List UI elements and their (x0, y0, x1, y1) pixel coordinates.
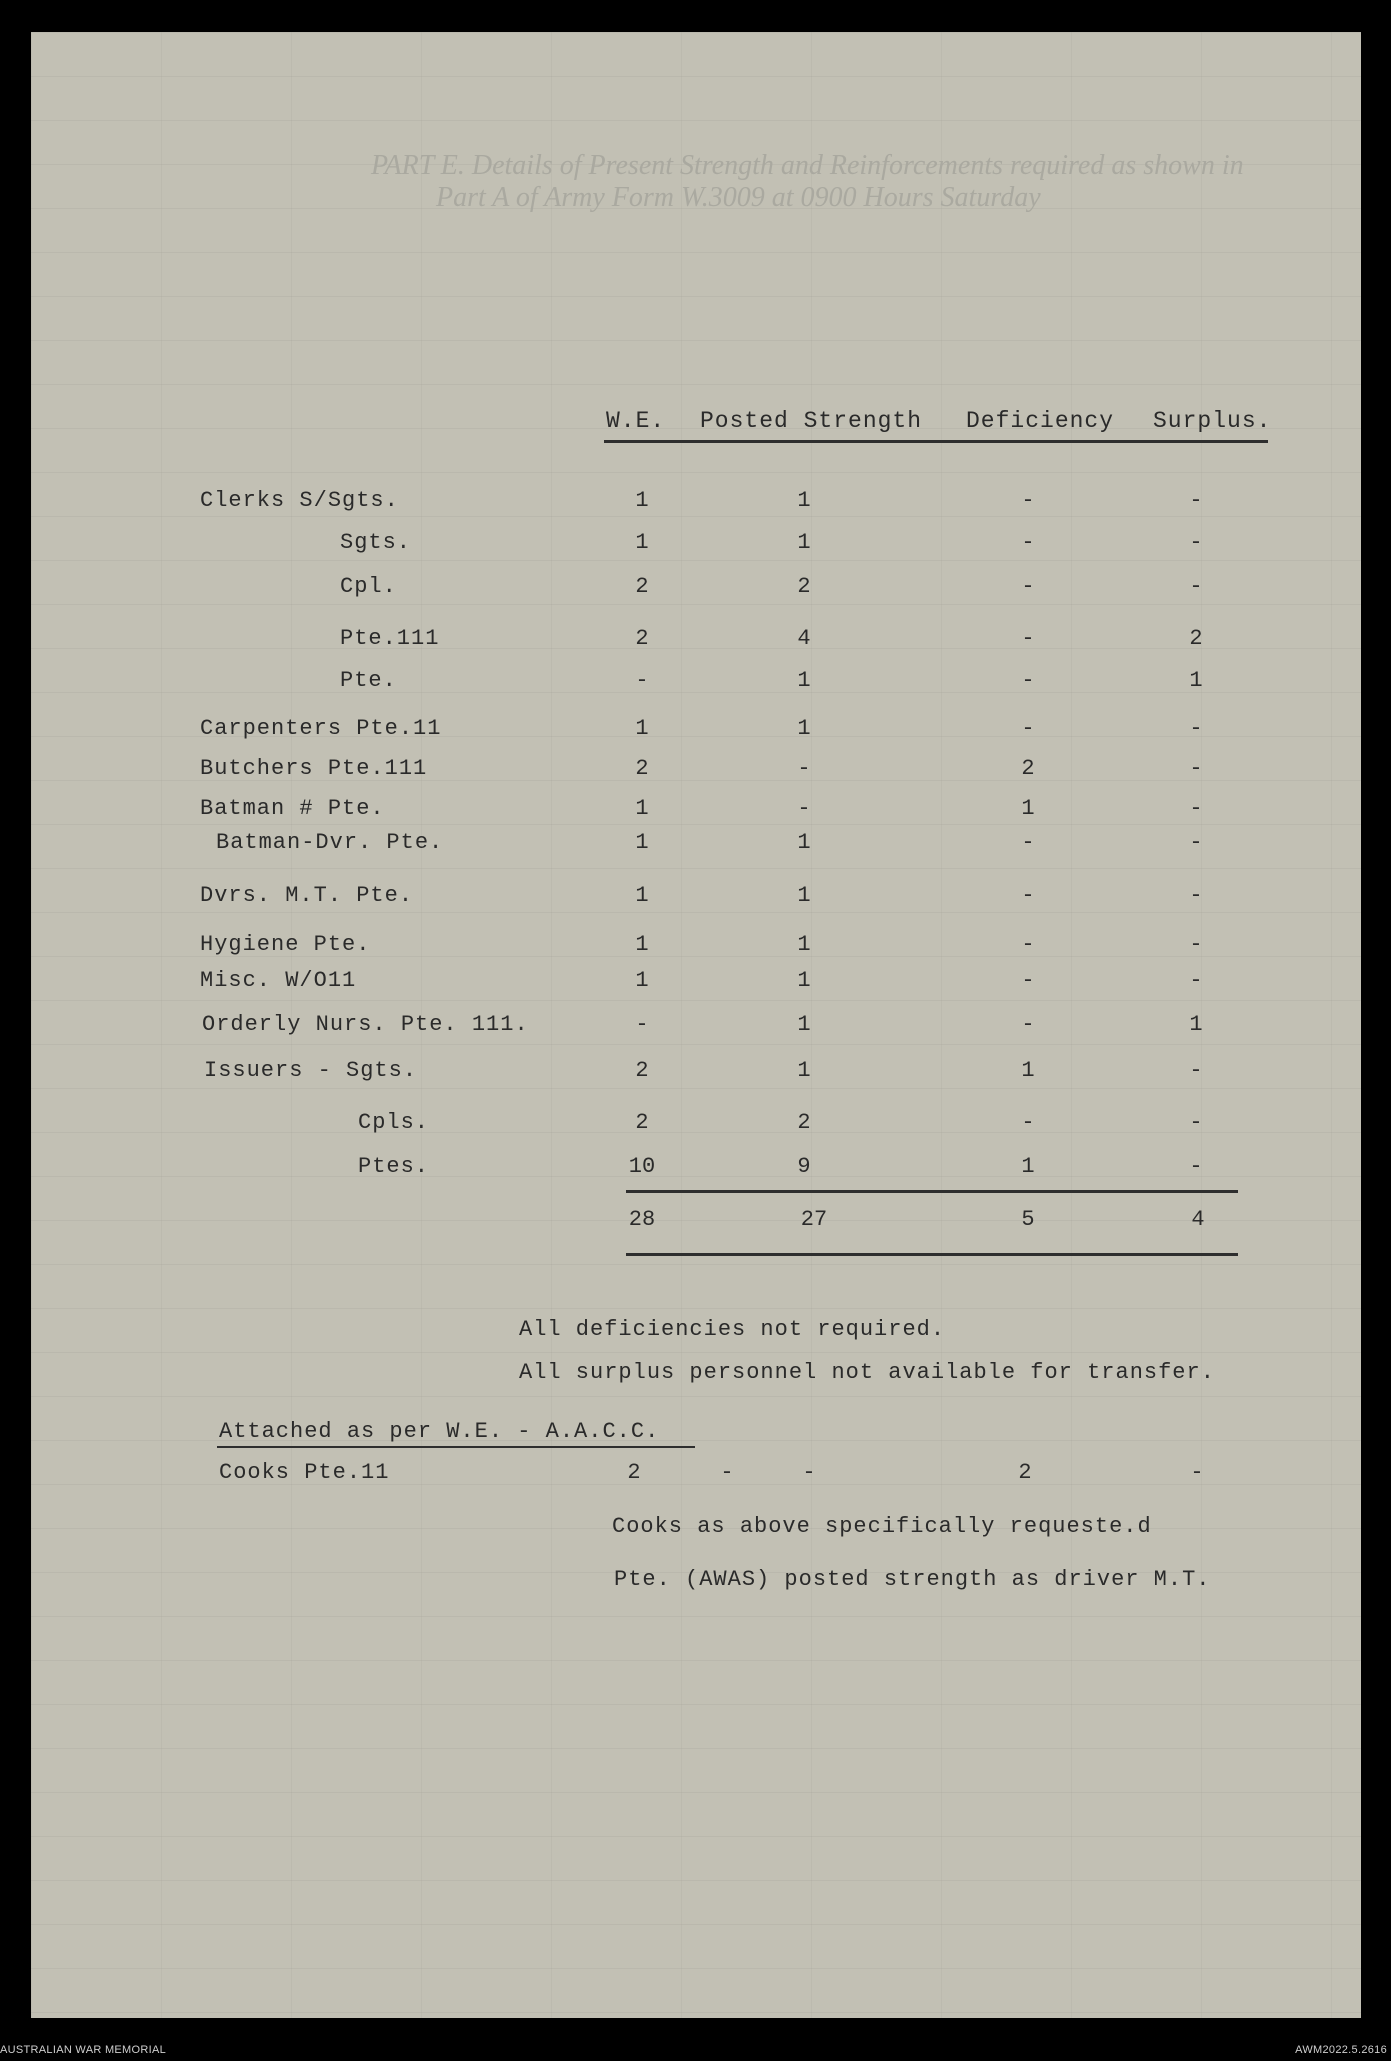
attached-label: Cooks Pte.11 (219, 1460, 390, 1485)
row-posted-value: 1 (797, 1012, 811, 1037)
row-def-value: - (1021, 716, 1035, 741)
bleed-through-text: PART E. Details of Present Strength and Reinforcements required as shown in (371, 150, 1244, 181)
remark-awas: Pte. (AWAS) posted strength as driver M.T. (614, 1567, 1211, 1592)
row-label: Ptes. (358, 1154, 430, 1179)
row-def-value: - (1021, 968, 1035, 993)
row-label: Dvrs. M.T. Pte. (200, 883, 414, 908)
row-we-value: 2 (635, 574, 649, 599)
row-we-value: - (635, 1012, 649, 1037)
row-we-value: 1 (635, 968, 649, 993)
row-we-value: 2 (635, 1058, 649, 1083)
row-posted-value: 1 (797, 668, 811, 693)
row-sur-value: - (1189, 932, 1203, 957)
note-deficiencies: All deficiencies not required. (519, 1317, 946, 1342)
row-posted-value: 2 (797, 1110, 811, 1135)
row-sur-value: - (1189, 883, 1203, 908)
attached-we: 2 (627, 1460, 641, 1485)
row-we-value: 1 (635, 716, 649, 741)
attached-deficiency: 2 (1018, 1460, 1032, 1485)
row-sur-value: - (1189, 488, 1203, 513)
row-we-value: 2 (635, 1110, 649, 1135)
row-sur-value: - (1189, 1110, 1203, 1135)
row-label: Cpls. (358, 1110, 430, 1135)
row-we-value: 1 (635, 530, 649, 555)
row-def-value: - (1021, 1110, 1035, 1135)
row-sur-value: - (1189, 1058, 1203, 1083)
row-def-value: - (1021, 574, 1035, 599)
totals-rule-bottom (626, 1253, 1238, 1256)
header-surplus: Surplus. (1153, 408, 1272, 434)
row-label: Orderly Nurs. Pte. 111. (202, 1012, 529, 1037)
row-def-value: - (1021, 830, 1035, 855)
row-sur-value: - (1189, 796, 1203, 821)
note-surplus: All surplus personnel not available for transfer. (519, 1360, 1215, 1385)
row-def-value: - (1021, 626, 1035, 651)
header-posted-strength: Posted Strength (700, 408, 923, 434)
row-sur-value: - (1189, 530, 1203, 555)
bleed-through-text: Part A of Army Form W.3009 at 0900 Hours Saturday (436, 182, 1041, 213)
row-sur-value: - (1189, 574, 1203, 599)
row-posted-value: - (797, 796, 811, 821)
row-we-value: 2 (635, 626, 649, 651)
total-posted: 27 (800, 1207, 828, 1232)
row-label: Misc. W/O11 (200, 968, 357, 993)
row-label: Batman-Dvr. Pte. (216, 830, 444, 855)
row-sur-value: - (1189, 1154, 1203, 1179)
row-posted-value: 2 (797, 574, 811, 599)
row-label: Cpl. (340, 574, 397, 599)
row-we-value: 10 (628, 1154, 656, 1179)
row-we-value: 2 (635, 756, 649, 781)
row-def-value: 1 (1021, 1058, 1035, 1083)
row-sur-value: 2 (1189, 626, 1203, 651)
row-label: Carpenters Pte.11 (200, 716, 442, 741)
row-label: Sgts. (340, 530, 412, 555)
row-def-value: - (1021, 883, 1035, 908)
attached-posted: - (720, 1460, 734, 1485)
footer-institution: AUSTRALIAN WAR MEMORIAL (0, 2044, 167, 2056)
row-label: Batman # Pte. (200, 796, 385, 821)
row-posted-value: 1 (797, 968, 811, 993)
attached-heading: Attached as per W.E. - A.A.C.C. (219, 1419, 660, 1444)
row-posted-value: 1 (797, 488, 811, 513)
row-posted-value: 1 (797, 530, 811, 555)
row-we-value: 1 (635, 932, 649, 957)
row-sur-value: - (1189, 756, 1203, 781)
row-posted-value: - (797, 756, 811, 781)
attached-underline (217, 1446, 695, 1448)
row-def-value: - (1021, 932, 1035, 957)
row-label: Pte.111 (340, 626, 440, 651)
header-deficiency: Deficiency (966, 408, 1115, 434)
header-underline (604, 440, 1268, 443)
attached-extra: - (802, 1460, 816, 1485)
row-we-value: 1 (635, 883, 649, 908)
row-posted-value: 1 (797, 883, 811, 908)
total-surplus: 4 (1191, 1207, 1205, 1232)
row-label: Clerks S/Sgts. (200, 488, 399, 513)
row-sur-value: - (1189, 830, 1203, 855)
header-we: W.E. (606, 408, 666, 434)
row-posted-value: 1 (797, 932, 811, 957)
row-label: Hygiene Pte. (200, 932, 371, 957)
row-sur-value: 1 (1189, 1012, 1203, 1037)
row-def-value: - (1021, 530, 1035, 555)
row-def-value: - (1021, 1012, 1035, 1037)
totals-rule-top (626, 1190, 1238, 1193)
row-def-value: - (1021, 488, 1035, 513)
attached-surplus: - (1190, 1460, 1204, 1485)
row-posted-value: 4 (797, 626, 811, 651)
row-def-value: 2 (1021, 756, 1035, 781)
row-posted-value: 9 (797, 1154, 811, 1179)
row-label: Butchers Pte.111 (200, 756, 428, 781)
row-posted-value: 1 (797, 830, 811, 855)
remark-cooks: Cooks as above specifically requeste.d (612, 1514, 1152, 1539)
row-def-value: 1 (1021, 796, 1035, 821)
row-def-value: - (1021, 668, 1035, 693)
row-posted-value: 1 (797, 1058, 811, 1083)
footer-accession: AWM2022.5.2616 (1295, 2044, 1387, 2056)
total-we: 28 (628, 1207, 656, 1232)
row-we-value: 1 (635, 830, 649, 855)
row-we-value: - (635, 668, 649, 693)
row-posted-value: 1 (797, 716, 811, 741)
row-sur-value: 1 (1189, 668, 1203, 693)
row-def-value: 1 (1021, 1154, 1035, 1179)
row-sur-value: - (1189, 968, 1203, 993)
row-label: Issuers - Sgts. (204, 1058, 418, 1083)
row-we-value: 1 (635, 488, 649, 513)
row-label: Pte. (340, 668, 397, 693)
total-deficiency: 5 (1021, 1207, 1035, 1232)
row-we-value: 1 (635, 796, 649, 821)
row-sur-value: - (1189, 716, 1203, 741)
